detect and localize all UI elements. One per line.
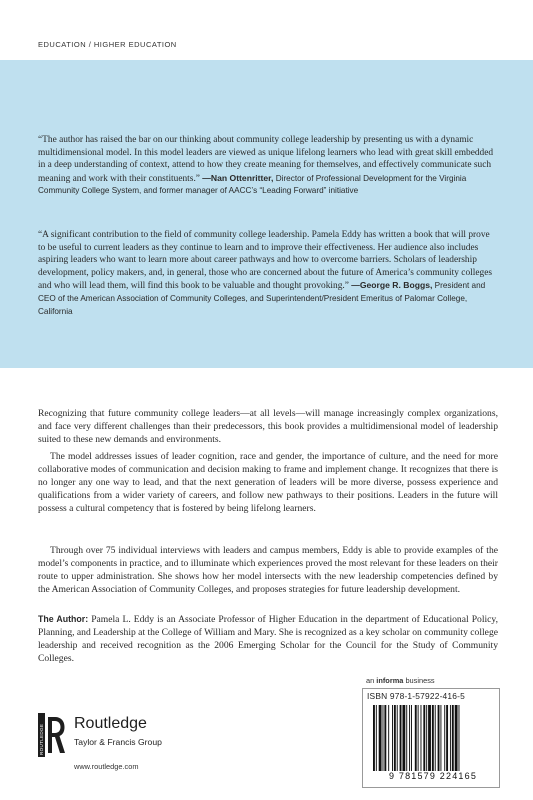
endorsement-panel: [0, 60, 533, 368]
informa-prefix: an: [366, 676, 377, 685]
quote-attribution-role: Director of Professional Development for the Virginia Community College System, and former manager of AACC’s “Leading Forward” initiative: [38, 173, 467, 196]
publisher-group: Taylor & Francis Group: [74, 737, 162, 747]
description-paragraph: Through over 75 individual interviews with leaders and campus members, Eddy is able to provide examples of the model’s components in practice, and to illuminate which experiences proved the most relevant for these leaders on their route to upper administration. She shows how her model intersects with the new leadership competencies defined by the American Association of Community Colleges, and proposes strategies for future leadership development.: [38, 545, 498, 595]
publisher-logo: [38, 713, 238, 757]
author-bio-text: Pamela L. Eddy is an Associate Professor of Higher Education in the department of Educational Policy, Planning, and Leadership at the College of William and Mary. She is recognized as a key scholar on community college leadership and received recognition as the 2006 Emerging Scholar for the Council for the Study of Community Colleges.: [38, 614, 498, 664]
category-label: EDUCATION / HIGHER EDUCATION: [38, 40, 177, 49]
quote-attribution-role: President and CEO of the American Association of Community Colleges, and Superintendent/President Emeritus of Palomar College, California: [38, 281, 486, 316]
quote-attribution-name: —Nan Ottenritter,: [202, 172, 274, 183]
informa-brand: informa: [376, 676, 404, 685]
quote-attribution-name: —George R. Boggs,: [351, 280, 433, 291]
description-paragraph: Recognizing that future community college leaders—at all levels—will manage increasingly complex organizations, and face very different challenges than their predecessors, this book provides a multidimensional model of leadership suited to these new demands and environments.: [38, 408, 498, 445]
endorsement-quote: [38, 134, 496, 198]
barcode-digits: 9 781579 224165: [388, 771, 478, 781]
endorsement-quote: [38, 229, 496, 318]
routledge-logo-icon: [38, 713, 66, 757]
informa-suffix: business: [403, 676, 435, 685]
author-label: The Author:: [38, 614, 89, 624]
isbn-label: ISBN 978-1-57922-416-5: [367, 691, 465, 701]
quote-text: “A significant contribution to the field of community college leadership. Pamela Eddy has written a book that will prove to be useful to current leaders as they continue to learn and to improve their effectiveness. Her audience also includes aspiring leaders who want to learn more about career pathways and how to overcome barriers. Scholars of leadership development, policy makers, and, in general, those who are concerned about the future of America’s community colleges and who will lead them, will find this book to be valuable and thought provoking.”: [38, 230, 493, 292]
isbn-barcode-box: [362, 688, 500, 788]
author-bio: [38, 613, 498, 666]
description-paragraph: The model addresses issues of leader cognition, race and gender, the importance of culture, and the need for more collaborative modes of communication and decision making to frame and implement change. It recognizes that there is no longer any one way to lead, and that the next generation of leaders will be more diverse, possess experience and qualifications from a wider variety of careers, and follow new pathways to their positions. Leaders in the future will possess a cultural competency that is fostered by being lifelong learners.: [38, 451, 498, 514]
publisher-name: Routledge: [74, 715, 147, 732]
routledge-vertical-mark: ROUTLEDGE: [39, 723, 45, 755]
barcode-icon: [373, 705, 495, 771]
publisher-website: www.routledge.com: [74, 762, 139, 771]
informa-tagline: [366, 676, 435, 685]
quote-text: “The author has raised the bar on our thinking about community college leadership by presenting us with a dynamic multidimensional model. In this model leaders are viewed as unique lifelong learners who lead with great skill embedded in a deep understanding of context, attend to how they create meaning for themselves, and effectively communicate such meaning and work with their constituents.”: [38, 135, 494, 184]
